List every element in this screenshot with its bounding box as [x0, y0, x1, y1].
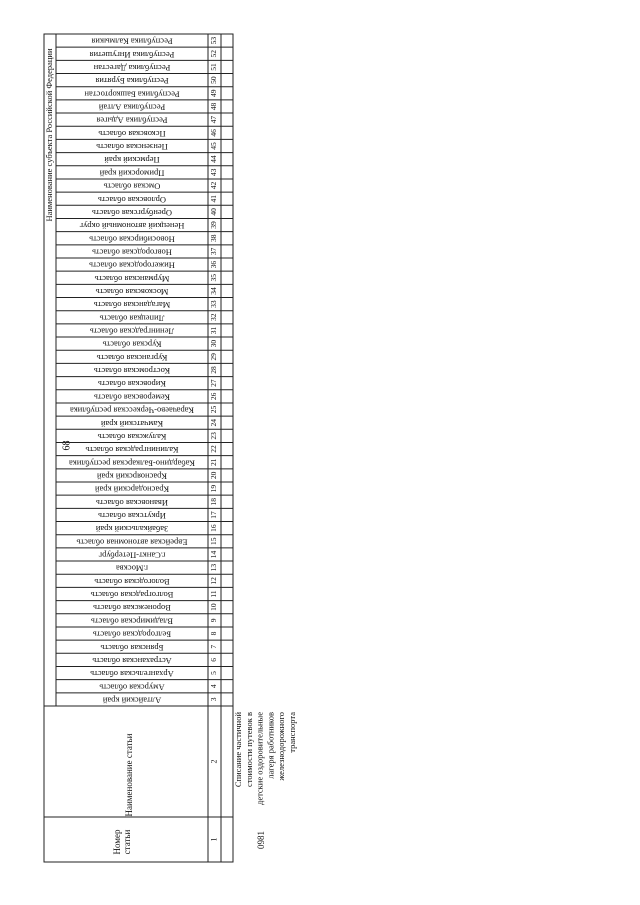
region-name: Республика Ингушетия — [89, 49, 175, 60]
region-column-number: 31 — [209, 326, 219, 335]
region-name: Республика Адыгея — [96, 115, 168, 126]
region-column-number: 5 — [209, 671, 219, 675]
region-column-number: 49 — [209, 89, 219, 98]
article-number-value: 0981 — [256, 831, 267, 849]
region-column-number: 25 — [209, 405, 219, 414]
region-column-number: 24 — [209, 418, 219, 427]
region-name: Республика Калмыкия — [91, 36, 173, 47]
article-name-line: стоимости путевок в — [243, 712, 254, 787]
region-column-number: 19 — [209, 484, 219, 493]
region-column-number: 34 — [209, 287, 219, 295]
region-column-number: 29 — [209, 353, 219, 361]
region-name: Архангельская область — [90, 669, 174, 680]
region-name: Республика Дагестан — [93, 62, 171, 73]
region-name: Алтайский край — [102, 695, 162, 706]
column-number-1: 1 — [209, 837, 219, 842]
region-name: Камчатский край — [100, 418, 164, 429]
region-column-number: 17 — [209, 511, 219, 519]
region-column-number: 4 — [209, 684, 219, 689]
region-name: Курская область — [102, 339, 162, 350]
column-number-2: 2 — [209, 759, 219, 764]
region-column-number: 43 — [209, 168, 219, 177]
region-column-number: 9 — [209, 618, 219, 623]
region-column-number: 6 — [209, 658, 219, 662]
region-name: г.Санкт-Петербург — [98, 550, 166, 561]
region-column-number: 26 — [209, 392, 219, 401]
region-column-number: 50 — [209, 76, 219, 84]
region-column-number: 12 — [209, 577, 219, 585]
region-column-number: 20 — [209, 471, 219, 480]
region-column-number: 18 — [209, 498, 219, 506]
region-column-number: 40 — [209, 208, 219, 216]
region-name: Калужская область — [97, 431, 167, 442]
article-name-line: лагеря работников — [265, 712, 276, 779]
region-column-number: 8 — [209, 631, 219, 636]
region-name: г.Москва — [115, 563, 149, 574]
region-column-number: 42 — [209, 181, 219, 190]
region-column-number: 28 — [209, 366, 219, 374]
region-name: Республика Алтай — [98, 102, 166, 113]
region-column-number: 10 — [209, 603, 219, 611]
region-column-number: 39 — [209, 221, 219, 229]
region-column-number: 37 — [209, 247, 219, 256]
region-column-number: 46 — [209, 129, 219, 137]
article-name-line: железнодорожного — [276, 712, 287, 781]
region-name: Республика Бурятия — [95, 76, 169, 87]
region-name: Омская область — [103, 181, 161, 192]
article-name-line: транспорта — [286, 712, 297, 753]
region-name: Кировская область — [97, 379, 167, 390]
region-column-number: 16 — [209, 524, 219, 532]
region-name: Амурская область — [99, 682, 165, 693]
region-name: Иркутская область — [98, 510, 166, 521]
region-name: Белгородская область — [92, 629, 172, 640]
region-name: Брянская область — [100, 642, 164, 653]
region-name: Пермский край — [104, 155, 160, 166]
region-name: Новгородская область — [92, 247, 172, 258]
region-column-number: 22 — [209, 445, 219, 453]
region-name: Волгоградская область — [90, 590, 174, 601]
region-name: Ивановская область — [96, 497, 168, 508]
region-name: Пензенская область — [96, 142, 168, 153]
region-name: Воронежская область — [93, 603, 171, 614]
region-column-number: 36 — [209, 260, 219, 269]
region-name: Краснодарский край — [94, 484, 170, 495]
region-name: Вологодская область — [94, 576, 170, 587]
region-column-number: 13 — [209, 563, 219, 572]
article-name-title: Наименование статьи — [124, 733, 135, 817]
region-column-number: 21 — [209, 458, 219, 466]
region-name: Калининградская область — [85, 445, 179, 456]
region-column-number: 30 — [209, 339, 219, 348]
region-column-number: 14 — [209, 550, 219, 559]
article-number-title: статьи — [122, 829, 133, 855]
region-column-number: 44 — [209, 155, 219, 163]
region-column-number: 35 — [209, 274, 219, 282]
region-column-number: 7 — [209, 644, 219, 649]
article-name-line: детские оздоровительные — [254, 712, 265, 805]
region-name: Орловская область — [97, 194, 167, 205]
region-column-number: 32 — [209, 313, 219, 322]
region-column-number: 51 — [209, 63, 219, 71]
page-number: 68 — [61, 440, 73, 451]
region-name: Магаданская область — [93, 300, 171, 311]
region-column-number: 52 — [209, 50, 219, 58]
region-name: Липецкая область — [99, 313, 165, 324]
region-name: Республика Башкортостан — [84, 89, 180, 100]
subject-group-title: Наименование субъекта Российской Федерации — [43, 48, 54, 222]
article-name-line: Списание частичной — [232, 712, 243, 788]
region-column-number: 27 — [209, 379, 219, 387]
region-name: Ленинградская область — [89, 326, 175, 337]
region-column-number: 23 — [209, 432, 219, 440]
region-column-number: 41 — [209, 194, 219, 203]
region-column-number: 47 — [209, 115, 219, 124]
region-name: Забайкальский край — [95, 524, 169, 535]
region-name: Оренбургская область — [91, 207, 173, 218]
region-column-number: 3 — [209, 697, 219, 702]
region-name: Псковская область — [98, 128, 166, 139]
region-name: Приморский край — [99, 168, 165, 179]
region-column-number: 15 — [209, 537, 219, 546]
article-number-title: Номер — [112, 829, 123, 855]
region-name: Кабардино-Балкарская республика — [68, 458, 196, 469]
region-column-number: 33 — [209, 300, 219, 308]
region-column-number: 48 — [209, 102, 219, 111]
region-name: Еврейская автономная область — [76, 537, 188, 548]
region-name: Курганская область — [96, 352, 168, 363]
region-name: Московская область — [95, 286, 169, 297]
region-name: Кемеровская область — [93, 392, 171, 403]
region-name: Ненецкий автономный округ — [79, 221, 185, 232]
region-name: Владимирская область — [90, 616, 174, 627]
region-column-number: 38 — [209, 234, 219, 242]
region-name: Новосибирская область — [89, 234, 175, 245]
region-column-number: 53 — [209, 36, 219, 45]
region-name: Мурманская область — [94, 273, 170, 284]
region-name: Карачаево-Черкесская республика — [69, 405, 195, 416]
region-name: Костромская область — [93, 366, 171, 377]
region-column-number: 45 — [209, 142, 219, 150]
region-name: Астраханская область — [92, 655, 172, 666]
region-name: Нижегородская область — [89, 260, 175, 271]
region-name: Красноярский край — [96, 471, 168, 482]
region-column-number: 11 — [209, 590, 219, 598]
